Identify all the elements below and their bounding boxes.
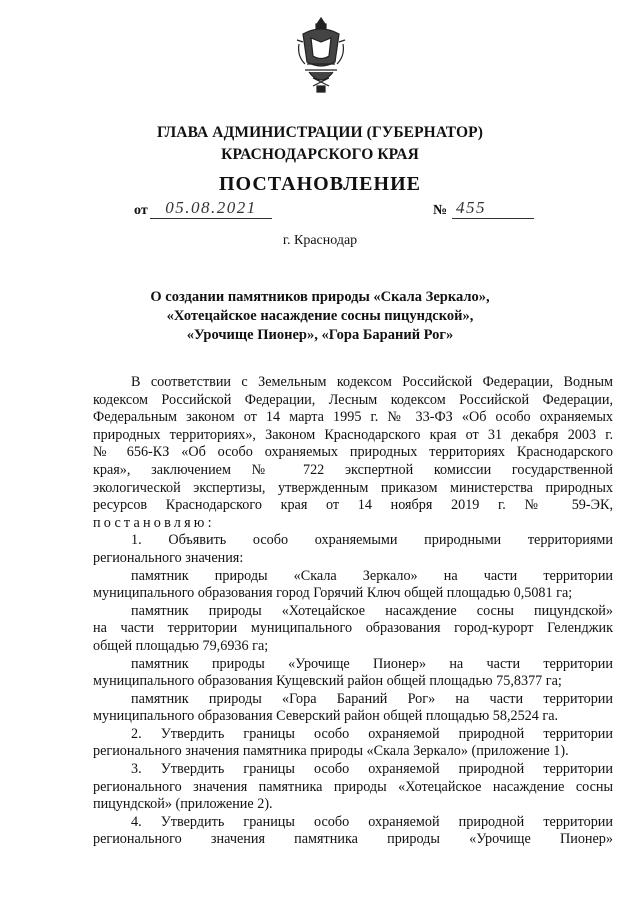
number-label: № [433, 203, 448, 218]
document-title [0, 288, 640, 345]
authority-heading [0, 122, 640, 166]
body-line: памятник природы «Скала Зеркало» на части территории [131, 567, 613, 584]
body-line: В соответствии с Земельным кодексом Российской Федерации, Водным [131, 374, 613, 390]
date-label: от [134, 203, 148, 218]
body-line: кодексом Российской Федерации, Лесным кодексом Российской Федерации, [93, 391, 613, 408]
item-1-urochishche-pioner [93, 656, 613, 691]
coat-of-arms-emblem [295, 14, 347, 94]
body-line: 1. Объявить особо охраняемыми природными территориями [131, 532, 613, 549]
body-line: регионального значения памятника природы «Урочище Пионер» [93, 831, 613, 848]
body-line: на части территории муниципального образования город-курорт Геленджик [93, 620, 613, 637]
preamble-paragraph [93, 374, 613, 532]
number-value: 455 [452, 198, 534, 219]
authority-line-2: КРАСНОДАРСКОГО КРАЯ [221, 146, 419, 163]
body-line: регионального значения памятника природы «Скала Зеркало» (приложение 1). [93, 743, 569, 760]
document-type: ПОСТАНОВЛЕНИЕ [219, 173, 421, 195]
body-line: муниципального образования город Горячий Ключ общей площадью 0,5081 га; [93, 585, 573, 602]
item-1-khotetsay [93, 603, 613, 656]
body-line: регионального значения памятника природы «Хотецайское насаждение сосны [93, 778, 613, 795]
title-line-3: «Урочище Пионер», «Гора Бараний Рог» [186, 327, 454, 343]
body-line: № 656-КЗ «Об особо охраняемых природных территориях Краснодарского [93, 444, 613, 461]
body-line: пицундской» (приложение 2). [93, 796, 273, 813]
body-line: экологической экспертизы, утвержденным приказом министерства природных [93, 479, 613, 496]
item-2 [93, 726, 613, 761]
item-3 [93, 761, 613, 814]
item-1 [93, 532, 613, 567]
authority-line-1: ГЛАВА АДМИНИСТРАЦИИ (ГУБЕРНАТОР) [157, 124, 483, 141]
date-value: 05.08.2021 [150, 198, 272, 219]
body-line: природных территориях», Законом Краснодарского края от 31 декабря 2003 г. [93, 426, 613, 443]
body-line: памятник природы «Хотецайское насаждение сосны пицундской» [131, 602, 613, 619]
body-line: 2. Утвердить границы особо охраняемой природной территории [131, 725, 613, 742]
title-line-2: «Хотецайское насаждение сосны пицундской», [166, 308, 474, 324]
item-4 [93, 814, 613, 849]
body-line: регионального значения: [93, 549, 244, 566]
body-line: 4. Утвердить границы особо охраняемой природной территории [131, 813, 613, 830]
resolution-word: постановляю: [93, 514, 215, 531]
document-body [93, 374, 613, 849]
body-line: ресурсов Краснодарского края от 14 ноября 2019 г. № 59-ЭК, [93, 497, 613, 514]
body-line: муниципального образования Северский район общей площадью 58,2524 га. [93, 708, 559, 725]
title-line-1: О создании памятников природы «Скала Зеркало», [150, 289, 490, 305]
body-line: муниципального образования Кущевский район общей площадью 75,8377 га; [93, 673, 562, 690]
body-line: края», заключением № 722 экспертной комиссии государственной [93, 461, 613, 478]
body-line: общей площадью 79,6936 га; [93, 637, 269, 654]
body-line: памятник природы «Гора Бараний Рог» на части территории [131, 690, 613, 707]
body-line: Федеральным законом от 14 марта 1995 г. № 33-ФЗ «Об особо охраняемых [93, 409, 613, 426]
item-1-gora-baraniy-rog [93, 691, 613, 726]
city-line: г. Краснодар [282, 233, 358, 248]
body-line: памятник природы «Урочище Пионер» на части территории [131, 655, 613, 672]
body-line: 3. Утвердить границы особо охраняемой природной территории [131, 761, 613, 778]
item-1-skala-zerkalo [93, 568, 613, 603]
